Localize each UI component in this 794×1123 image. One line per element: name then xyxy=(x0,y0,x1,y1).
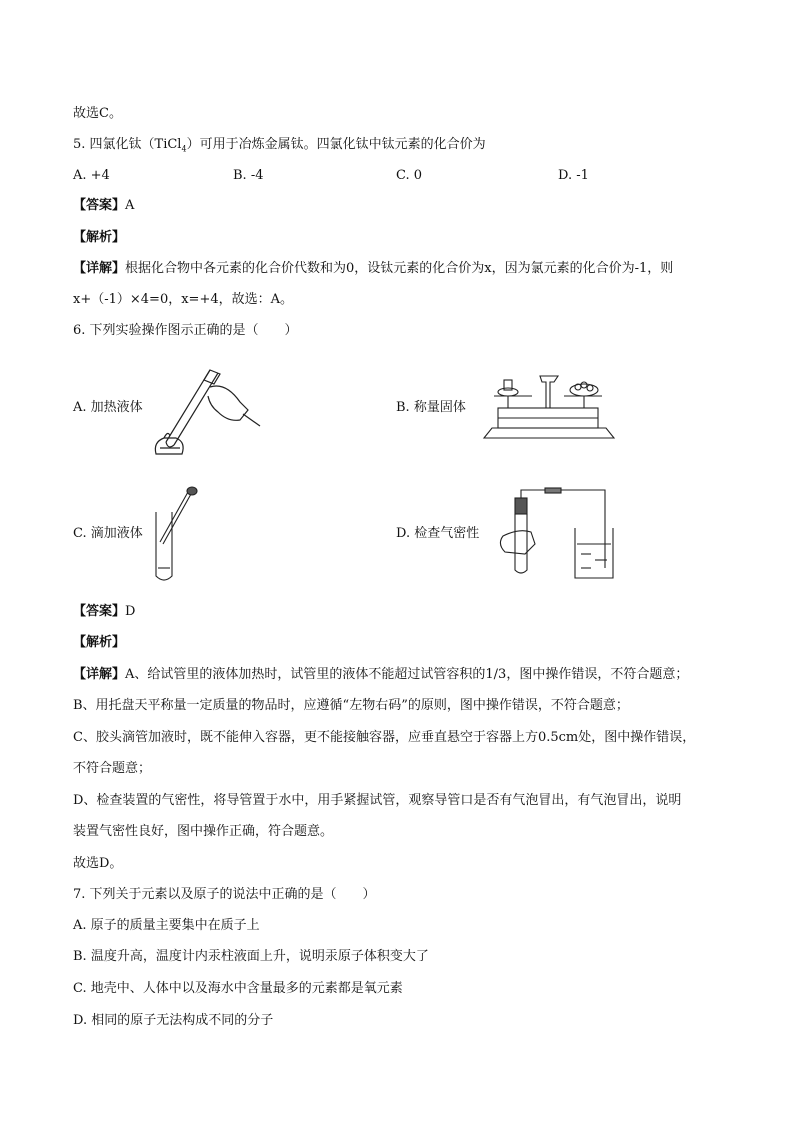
q6-detail-a: 【详解】A、给试管里的液体加热时，试管里的液体不能超过试管容积的1/3，图中操作错误，不符合题意； xyxy=(73,667,689,682)
q5-stem xyxy=(73,136,486,159)
q6-analysis-tag: 【解析】 xyxy=(73,635,126,650)
q5-answer-value: A xyxy=(125,198,135,213)
balance-scale-figure xyxy=(484,368,614,446)
q6-option-b-label: B. 称量固体 xyxy=(396,400,466,415)
airtightness-check-figure xyxy=(495,488,615,580)
q7-stem: 7. 下列关于元素以及原子的说法中正确的是（ ） xyxy=(73,887,376,902)
q6-option-a-label: A. 加热液体 xyxy=(73,400,143,415)
q5-stem-subscript: 4 xyxy=(181,144,187,154)
q7-option-c: C. 地壳中、人体中以及海水中含量最多的元素都是氧元素 xyxy=(73,981,403,996)
q6-answer-tag: 【答案】 xyxy=(73,604,126,619)
q6-detail-tag: 【详解】 xyxy=(73,667,126,682)
q6-option-c-label: C. 滴加液体 xyxy=(73,526,143,541)
q5-stem-post: ）可用于冶炼金属钛。四氯化钛中钛元素的化合价为 xyxy=(186,137,486,152)
q6-detail-c2: 不符合题意； xyxy=(73,761,152,776)
q7-option-d: D. 相同的原子无法构成不同的分子 xyxy=(73,1013,274,1028)
q6-stem: 6. 下列实验操作图示正确的是（ ） xyxy=(73,323,298,338)
dropping-liquid-figure xyxy=(150,484,200,584)
q5-prev-conclusion: 故选C。 xyxy=(73,106,122,121)
q6-detail-c1: C、胶头滴管加液时，既不能伸入容器，更不能接触容器，应垂直悬空于容器上方0.5cm处，图中操作错误， xyxy=(73,730,696,745)
q7-option-a: A. 原子的质量主要集中在质子上 xyxy=(73,918,260,933)
q5-stem-pre: 5. 四氯化钛（TiCl xyxy=(73,137,182,152)
q6-option-d-label: D. 检查气密性 xyxy=(396,526,480,541)
q6-answer xyxy=(73,603,135,621)
q5-option-a: A. +4 xyxy=(73,168,110,183)
q7-option-b: B. 温度升高，温度计内汞柱液面上升，说明汞原子体积变大了 xyxy=(73,949,429,964)
q5-detail-tag: 【详解】 xyxy=(73,261,126,276)
q6-detail-b: B、用托盘天平称量一定质量的物品时，应遵循“左物右码”的原则，图中操作错误，不符合题意； xyxy=(73,698,629,713)
q5-analysis-tag: 【解析】 xyxy=(73,230,126,245)
heating-liquid-figure xyxy=(148,362,258,462)
q6-conclusion: 故选D。 xyxy=(73,856,123,871)
q5-option-b: B. -4 xyxy=(233,168,264,183)
q5-answer-tag: 【答案】 xyxy=(73,198,126,213)
q5-detail-line2: x+（-1）×4=0，x=+4，故选：A。 xyxy=(73,292,293,307)
q6-detail-d1: D、检查装置的气密性，将导管置于水中，用手紧握试管，观察导管口是否有气泡冒出，有气泡冒出，说明 xyxy=(73,793,682,808)
q5-answer xyxy=(73,197,134,215)
q5-option-d: D. -1 xyxy=(558,168,589,183)
q5-detail-line1: 【详解】根据化合物中各元素的化合价代数和为0，设钛元素的化合价为x，因为氯元素的化合价为-1，则 xyxy=(73,261,674,276)
q6-answer-value: D xyxy=(125,604,136,619)
q6-detail-d2: 装置气密性良好，图中操作正确，符合题意。 xyxy=(73,824,334,839)
q5-option-c: C. 0 xyxy=(396,168,423,183)
